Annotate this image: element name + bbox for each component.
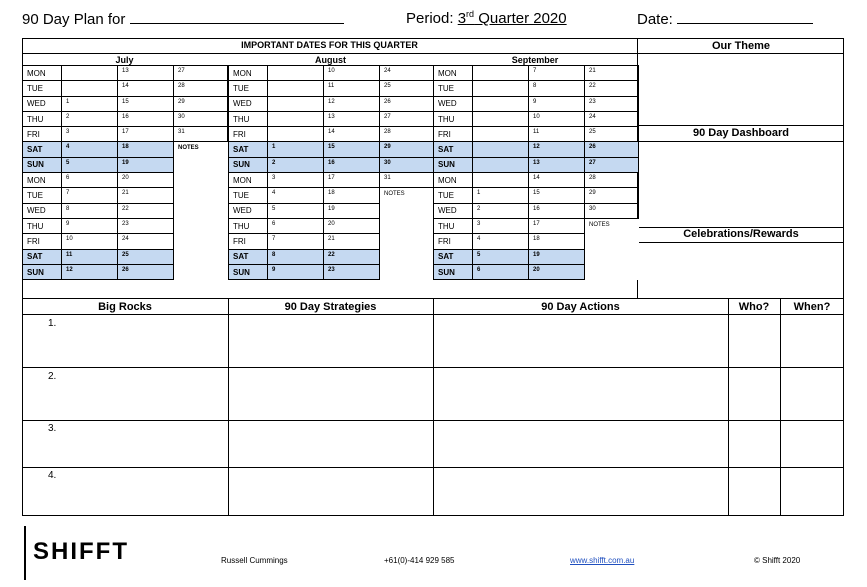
date-cell: 27 bbox=[585, 157, 639, 172]
date-cell: 7 bbox=[62, 188, 118, 203]
date-cell: 6 bbox=[473, 264, 529, 279]
weekday-label: SUN bbox=[434, 264, 473, 279]
celebrations-area[interactable] bbox=[638, 243, 844, 298]
weekday-label: FRI bbox=[23, 234, 62, 249]
weekday-label: SAT bbox=[229, 249, 268, 264]
weekday-label: SAT bbox=[23, 249, 62, 264]
date-cell: 5 bbox=[62, 157, 118, 172]
date-cell: 11 bbox=[62, 249, 118, 264]
calendar-row bbox=[229, 203, 434, 218]
date-cell: 9 bbox=[529, 96, 585, 111]
period-field bbox=[406, 9, 567, 27]
calendar-row bbox=[434, 81, 639, 96]
plan-col-rule-2 bbox=[433, 298, 434, 516]
calendar-row bbox=[434, 234, 639, 249]
date-cell: 17 bbox=[324, 173, 380, 188]
calendar-row bbox=[229, 142, 434, 157]
plan-for-blank[interactable] bbox=[130, 9, 344, 24]
date-cell: 24 bbox=[585, 111, 639, 126]
who-header: Who? bbox=[738, 301, 770, 313]
date-cell: 20 bbox=[118, 173, 174, 188]
weekday-label: SAT bbox=[23, 142, 62, 157]
date-cell: 11 bbox=[324, 81, 380, 96]
date-cell: 3 bbox=[62, 127, 118, 142]
notes-label: NOTES bbox=[585, 218, 639, 233]
weekday-label: MON bbox=[434, 173, 473, 188]
theme-area[interactable] bbox=[638, 54, 844, 125]
notes-label: NOTES bbox=[380, 188, 434, 203]
big-rock-number-3: 3. bbox=[48, 423, 57, 434]
weekday-label: MON bbox=[229, 66, 268, 81]
theme-heading: Our Theme bbox=[711, 40, 771, 52]
date-cell: 16 bbox=[529, 203, 585, 218]
empty-cell bbox=[585, 249, 639, 264]
date-cell: 26 bbox=[585, 142, 639, 157]
calendar-row bbox=[434, 66, 639, 81]
date-cell: 29 bbox=[174, 96, 228, 111]
calendar-row bbox=[229, 127, 434, 142]
empty-cell bbox=[380, 218, 434, 233]
date-cell: 21 bbox=[585, 66, 639, 81]
date-cell: 29 bbox=[380, 142, 434, 157]
weekday-label: SUN bbox=[229, 264, 268, 279]
calendar-row bbox=[434, 142, 639, 157]
date-cell: 27 bbox=[380, 111, 434, 126]
date-cell: 17 bbox=[118, 127, 174, 142]
date-cell: 14 bbox=[529, 173, 585, 188]
footer-accent-bar bbox=[24, 526, 26, 580]
footer-copyright: © Shifft 2020 bbox=[754, 556, 801, 565]
calendar-row bbox=[23, 234, 228, 249]
date-cell: 21 bbox=[324, 234, 380, 249]
weekday-label: SUN bbox=[23, 264, 62, 279]
date-cell: 25 bbox=[118, 249, 174, 264]
calendar-row bbox=[229, 264, 434, 279]
date-cell bbox=[268, 127, 324, 142]
weekday-label: THU bbox=[229, 111, 268, 126]
date-cell: 30 bbox=[585, 203, 639, 218]
date-cell: 8 bbox=[268, 249, 324, 264]
weekday-label: THU bbox=[23, 111, 62, 126]
date-cell bbox=[473, 66, 529, 81]
weekday-label: TUE bbox=[23, 188, 62, 203]
date-cell: 18 bbox=[118, 142, 174, 157]
calendar-row bbox=[23, 203, 228, 218]
weekday-label: SUN bbox=[229, 157, 268, 172]
period-value: 3rd Quarter 2020 bbox=[457, 9, 567, 27]
weekday-label: SUN bbox=[434, 157, 473, 172]
calendar-row bbox=[23, 249, 228, 264]
date-cell: 6 bbox=[62, 173, 118, 188]
date-cell bbox=[473, 96, 529, 111]
calendar-row bbox=[434, 188, 639, 203]
empty-cell bbox=[380, 264, 434, 279]
date-cell bbox=[473, 81, 529, 96]
weekday-label: FRI bbox=[434, 234, 473, 249]
dashboard-area[interactable] bbox=[638, 142, 844, 227]
date-cell: 12 bbox=[324, 96, 380, 111]
calendar-row bbox=[23, 96, 228, 111]
empty-cell bbox=[174, 218, 228, 233]
dashboard-heading: 90 Day Dashboard bbox=[693, 127, 789, 139]
month-header-july: July bbox=[115, 55, 134, 65]
date-cell: 27 bbox=[174, 66, 228, 81]
weekday-label: MON bbox=[23, 173, 62, 188]
plan-col-rule-3 bbox=[728, 298, 729, 516]
calendar-row bbox=[23, 127, 228, 142]
date-cell bbox=[473, 173, 529, 188]
date-cell: 13 bbox=[324, 111, 380, 126]
plan-for-label: 90 Day Plan for bbox=[22, 11, 126, 28]
weekday-label: TUE bbox=[434, 81, 473, 96]
date-cell: 13 bbox=[118, 66, 174, 81]
date-cell: 12 bbox=[62, 264, 118, 279]
empty-cell bbox=[174, 157, 228, 172]
calendar-row bbox=[229, 173, 434, 188]
date-cell: 18 bbox=[324, 188, 380, 203]
empty-cell bbox=[380, 249, 434, 264]
calendar-july bbox=[22, 65, 228, 280]
weekday-label: WED bbox=[434, 96, 473, 111]
date-cell: 14 bbox=[118, 81, 174, 96]
date-cell: 6 bbox=[268, 218, 324, 233]
calendar-row bbox=[229, 66, 434, 81]
date-cell: 12 bbox=[529, 142, 585, 157]
calendar-title-rule bbox=[22, 53, 637, 54]
date-cell: 18 bbox=[529, 234, 585, 249]
date-field[interactable] bbox=[637, 9, 813, 28]
date-cell: 15 bbox=[118, 96, 174, 111]
when-header: When? bbox=[793, 301, 831, 313]
date-cell bbox=[268, 96, 324, 111]
month-header-august: August bbox=[315, 55, 346, 65]
calendar-row bbox=[23, 81, 228, 96]
date-cell: 9 bbox=[268, 264, 324, 279]
actions-header: 90 Day Actions bbox=[541, 301, 620, 313]
weekday-label: TUE bbox=[434, 188, 473, 203]
calendar-row bbox=[229, 157, 434, 172]
date-cell: 22 bbox=[118, 203, 174, 218]
date-cell: 10 bbox=[62, 234, 118, 249]
calendar-row bbox=[229, 111, 434, 126]
calendar-row bbox=[229, 81, 434, 96]
weekday-label: TUE bbox=[23, 81, 62, 96]
notes-label: NOTES bbox=[174, 142, 228, 157]
date-cell: 19 bbox=[529, 249, 585, 264]
calendar-row bbox=[23, 264, 228, 279]
empty-cell bbox=[174, 173, 228, 188]
date-cell: 8 bbox=[62, 203, 118, 218]
date-cell: 3 bbox=[268, 173, 324, 188]
weekday-label: THU bbox=[434, 218, 473, 233]
date-cell bbox=[268, 66, 324, 81]
date-cell: 3 bbox=[473, 218, 529, 233]
date-cell: 16 bbox=[118, 111, 174, 126]
plan-col-rule-4 bbox=[780, 298, 781, 516]
dashboard-top-rule bbox=[638, 125, 844, 126]
date-cell: 1 bbox=[62, 96, 118, 111]
weekday-label: FRI bbox=[229, 127, 268, 142]
date-cell: 30 bbox=[380, 157, 434, 172]
celebrations-heading: Celebrations/Rewards bbox=[683, 228, 799, 240]
big-rock-number-4: 4. bbox=[48, 470, 57, 481]
weekday-label: MON bbox=[23, 66, 62, 81]
date-cell bbox=[473, 127, 529, 142]
shifft-logo: SHIFFT bbox=[33, 538, 129, 565]
plan-col-rule-1 bbox=[228, 298, 229, 516]
date-cell: 1 bbox=[473, 188, 529, 203]
date-cell: 30 bbox=[174, 111, 228, 126]
date-cell: 7 bbox=[268, 234, 324, 249]
date-cell bbox=[62, 66, 118, 81]
calendar-title: IMPORTANT DATES FOR THIS QUARTER bbox=[241, 40, 418, 50]
date-cell: 22 bbox=[585, 81, 639, 96]
strategies-header: 90 Day Strategies bbox=[284, 301, 377, 313]
date-cell: 4 bbox=[62, 142, 118, 157]
calendar-row bbox=[434, 203, 639, 218]
date-cell bbox=[268, 81, 324, 96]
weekday-label: WED bbox=[229, 96, 268, 111]
date-label: Date: bbox=[637, 11, 673, 28]
weekday-label: FRI bbox=[434, 127, 473, 142]
date-cell: 11 bbox=[529, 127, 585, 142]
calendar-row bbox=[434, 111, 639, 126]
period-label: Period: bbox=[406, 10, 454, 27]
date-cell bbox=[62, 81, 118, 96]
calendar-row bbox=[434, 218, 639, 233]
date-cell: 20 bbox=[324, 218, 380, 233]
calendar-row bbox=[229, 218, 434, 233]
date-cell: 25 bbox=[380, 81, 434, 96]
big-rocks-header: Big Rocks bbox=[98, 301, 152, 313]
weekday-label: THU bbox=[434, 111, 473, 126]
date-cell: 28 bbox=[585, 173, 639, 188]
date-cell: 28 bbox=[174, 81, 228, 96]
date-cell: 8 bbox=[529, 81, 585, 96]
date-cell: 14 bbox=[324, 127, 380, 142]
footer-name: Russell Cummings bbox=[221, 556, 288, 565]
date-cell: 21 bbox=[118, 188, 174, 203]
empty-cell bbox=[174, 203, 228, 218]
big-rock-number-1: 1. bbox=[48, 318, 57, 329]
date-cell: 20 bbox=[529, 264, 585, 279]
calendar-row bbox=[23, 188, 228, 203]
date-cell: 23 bbox=[585, 96, 639, 111]
date-cell: 19 bbox=[324, 203, 380, 218]
empty-cell bbox=[585, 264, 639, 279]
weekday-label: FRI bbox=[23, 127, 62, 142]
calendar-row bbox=[229, 234, 434, 249]
date-cell bbox=[473, 157, 529, 172]
weekday-label: MON bbox=[434, 66, 473, 81]
empty-cell bbox=[174, 264, 228, 279]
calendar-row bbox=[23, 173, 228, 188]
calendar-september bbox=[433, 65, 639, 280]
date-cell: 15 bbox=[529, 188, 585, 203]
date-cell: 1 bbox=[268, 142, 324, 157]
weekday-label: WED bbox=[229, 203, 268, 218]
calendar-row bbox=[434, 173, 639, 188]
date-cell: 5 bbox=[268, 203, 324, 218]
calendar-row bbox=[23, 66, 228, 81]
calendar-row bbox=[23, 157, 228, 172]
weekday-label: SAT bbox=[434, 249, 473, 264]
date-cell: 4 bbox=[268, 188, 324, 203]
weekday-label: SUN bbox=[23, 157, 62, 172]
date-cell: 28 bbox=[380, 127, 434, 142]
date-cell: 16 bbox=[324, 157, 380, 172]
calendar-row bbox=[434, 249, 639, 264]
date-cell: 24 bbox=[118, 234, 174, 249]
calendar-row bbox=[23, 218, 228, 233]
weekday-label: MON bbox=[229, 173, 268, 188]
date-cell: 2 bbox=[473, 203, 529, 218]
date-cell: 17 bbox=[529, 218, 585, 233]
date-cell bbox=[268, 111, 324, 126]
calendar-row bbox=[434, 127, 639, 142]
date-blank[interactable] bbox=[677, 9, 813, 24]
date-cell: 2 bbox=[62, 111, 118, 126]
date-cell: 25 bbox=[585, 127, 639, 142]
calendar-row bbox=[229, 188, 434, 203]
calendar-row bbox=[434, 96, 639, 111]
calendar-row bbox=[229, 249, 434, 264]
footer-website-link[interactable]: www.shifft.com.au bbox=[570, 556, 635, 565]
calendar-row bbox=[434, 157, 639, 172]
date-cell: 23 bbox=[118, 218, 174, 233]
date-cell: 26 bbox=[380, 96, 434, 111]
date-cell: 31 bbox=[174, 127, 228, 142]
big-rock-number-2: 2. bbox=[48, 371, 57, 382]
calendar-row bbox=[23, 142, 228, 157]
date-cell: 13 bbox=[529, 157, 585, 172]
date-cell: 7 bbox=[529, 66, 585, 81]
empty-cell bbox=[585, 234, 639, 249]
date-cell: 26 bbox=[118, 264, 174, 279]
date-cell: 2 bbox=[268, 157, 324, 172]
date-cell bbox=[473, 111, 529, 126]
month-header-september: September bbox=[511, 55, 559, 65]
empty-cell bbox=[174, 249, 228, 264]
date-cell: 24 bbox=[380, 66, 434, 81]
weekday-label: THU bbox=[229, 218, 268, 233]
date-cell: 22 bbox=[324, 249, 380, 264]
calendar-row bbox=[23, 111, 228, 126]
empty-cell bbox=[380, 234, 434, 249]
empty-cell bbox=[174, 234, 228, 249]
plan-for-field[interactable] bbox=[22, 9, 344, 28]
date-cell: 29 bbox=[585, 188, 639, 203]
calendar-august bbox=[228, 65, 434, 280]
date-cell: 23 bbox=[324, 264, 380, 279]
weekday-label: WED bbox=[23, 203, 62, 218]
weekday-label: FRI bbox=[229, 234, 268, 249]
empty-cell bbox=[380, 203, 434, 218]
date-cell: 10 bbox=[324, 66, 380, 81]
weekday-label: SAT bbox=[229, 142, 268, 157]
date-cell: 10 bbox=[529, 111, 585, 126]
date-cell: 9 bbox=[62, 218, 118, 233]
date-cell: 31 bbox=[380, 173, 434, 188]
date-cell: 4 bbox=[473, 234, 529, 249]
weekday-label: TUE bbox=[229, 81, 268, 96]
calendar-row bbox=[434, 264, 639, 279]
empty-cell bbox=[174, 188, 228, 203]
date-cell: 15 bbox=[324, 142, 380, 157]
weekday-label: WED bbox=[23, 96, 62, 111]
weekday-label: THU bbox=[23, 218, 62, 233]
weekday-label: SAT bbox=[434, 142, 473, 157]
date-cell: 19 bbox=[118, 157, 174, 172]
footer-phone: +61(0)-414 929 585 bbox=[384, 556, 455, 565]
weekday-label: TUE bbox=[229, 188, 268, 203]
date-cell bbox=[473, 142, 529, 157]
date-cell: 5 bbox=[473, 249, 529, 264]
weekday-label: WED bbox=[434, 203, 473, 218]
calendar-row bbox=[229, 96, 434, 111]
